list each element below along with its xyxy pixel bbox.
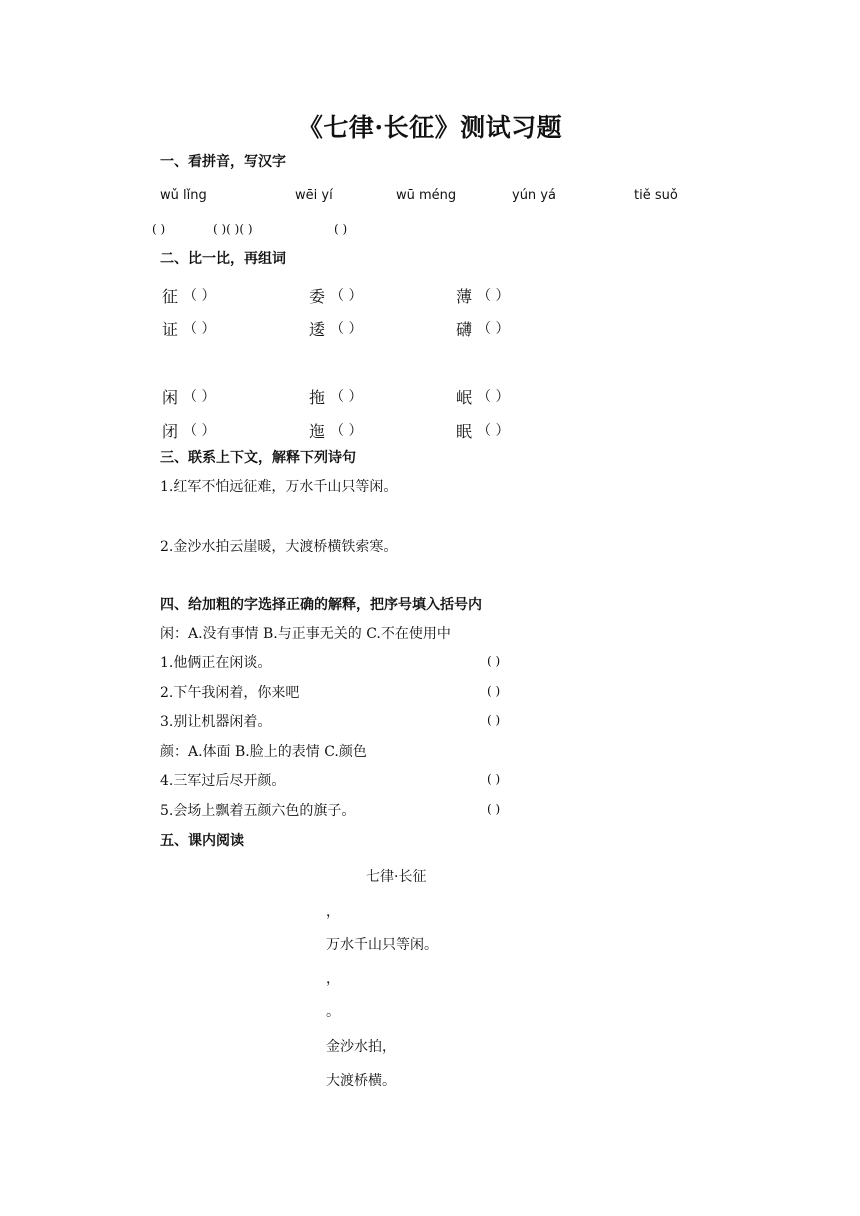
poem-line: ， <box>326 904 340 920</box>
word-blank[interactable]: （ ） <box>183 288 216 304</box>
bracket-3[interactable]: ( ) <box>334 222 348 236</box>
question-item: 4.三军过后尽开颜。 <box>160 773 286 789</box>
word-blank[interactable]: （ ） <box>477 389 510 405</box>
poem-line: 金沙水拍， <box>326 1039 396 1055</box>
section1-heading: 一、看拼音，写汉字 <box>160 154 286 170</box>
word-blank[interactable]: （ ） <box>183 423 216 439</box>
section4-heading: 四、给加粗的字选择正确的解释，把序号填入括号内 <box>160 597 482 613</box>
compare-char: 证 <box>162 320 179 339</box>
word-blank[interactable]: （ ） <box>330 321 363 337</box>
definition-xian: 闲：A.没有事情 B.与正事无关的 C.不在使用中 <box>160 626 451 642</box>
question-item: 3.别让机器闲着。 <box>160 714 272 730</box>
word-blank[interactable]: （ ） <box>183 321 216 337</box>
answer-blank[interactable]: ( ) <box>487 684 501 698</box>
bracket-2[interactable]: ( )( )( ) <box>213 222 253 236</box>
compare-char: 逶 <box>309 320 326 339</box>
compare-char: 征 <box>162 287 179 306</box>
question-item: 1.他俩正在闲谈。 <box>160 655 272 671</box>
word-blank[interactable]: （ ） <box>330 423 363 439</box>
compare-char: 眠 <box>456 422 473 441</box>
word-blank[interactable]: （ ） <box>477 321 510 337</box>
answer-blank[interactable]: ( ) <box>487 802 501 816</box>
bracket-1[interactable]: ( ) <box>152 222 166 236</box>
poem-line: 万水千山只等闲。 <box>326 937 438 953</box>
poem-title: 七律·长征 <box>366 869 427 885</box>
pinyin-5: tiě suǒ <box>634 188 678 203</box>
word-blank[interactable]: （ ） <box>477 423 510 439</box>
question-item: 5.会场上飘着五颜六色的旗子。 <box>160 803 356 819</box>
compare-char: 闲 <box>162 388 179 407</box>
section3-heading: 三、联系上下文，解释下列诗句 <box>160 450 356 466</box>
section2-heading: 二、比一比，再组词 <box>160 251 286 267</box>
compare-char: 拖 <box>309 388 326 407</box>
compare-char: 迤 <box>309 422 326 441</box>
poem-line-question: 2.金沙水拍云崖暖，大渡桥横铁索寒。 <box>160 539 398 555</box>
poem-line: 大渡桥横。 <box>326 1073 396 1089</box>
definition-yan: 颜：A.体面 B.脸上的表情 C.颜色 <box>160 744 367 760</box>
pinyin-2: wēi yí <box>295 188 333 203</box>
poem-line-question: 1.红军不怕远征难，万水千山只等闲。 <box>160 479 398 495</box>
compare-char: 礴 <box>456 320 473 339</box>
word-blank[interactable]: （ ） <box>477 288 510 304</box>
pinyin-4: yún yá <box>512 188 556 203</box>
question-item: 2.下午我闲着，你来吧 <box>160 685 300 701</box>
answer-blank[interactable]: ( ) <box>487 772 501 786</box>
poem-line: 。 <box>326 1004 340 1020</box>
word-blank[interactable]: （ ） <box>330 389 363 405</box>
section5-heading: 五、课内阅读 <box>160 833 244 849</box>
page-title: 《七律·长征》测试习题 <box>297 113 563 142</box>
pinyin-3: wū méng <box>396 188 457 203</box>
word-blank[interactable]: （ ） <box>330 288 363 304</box>
pinyin-1: wǔ lǐng <box>160 188 207 203</box>
compare-char: 闭 <box>162 422 179 441</box>
compare-char: 委 <box>309 287 326 306</box>
compare-char: 薄 <box>456 287 473 306</box>
answer-blank[interactable]: ( ) <box>487 713 501 727</box>
word-blank[interactable]: （ ） <box>183 389 216 405</box>
compare-char: 岷 <box>456 388 473 407</box>
answer-blank[interactable]: ( ) <box>487 654 501 668</box>
poem-line: ， <box>326 971 340 987</box>
